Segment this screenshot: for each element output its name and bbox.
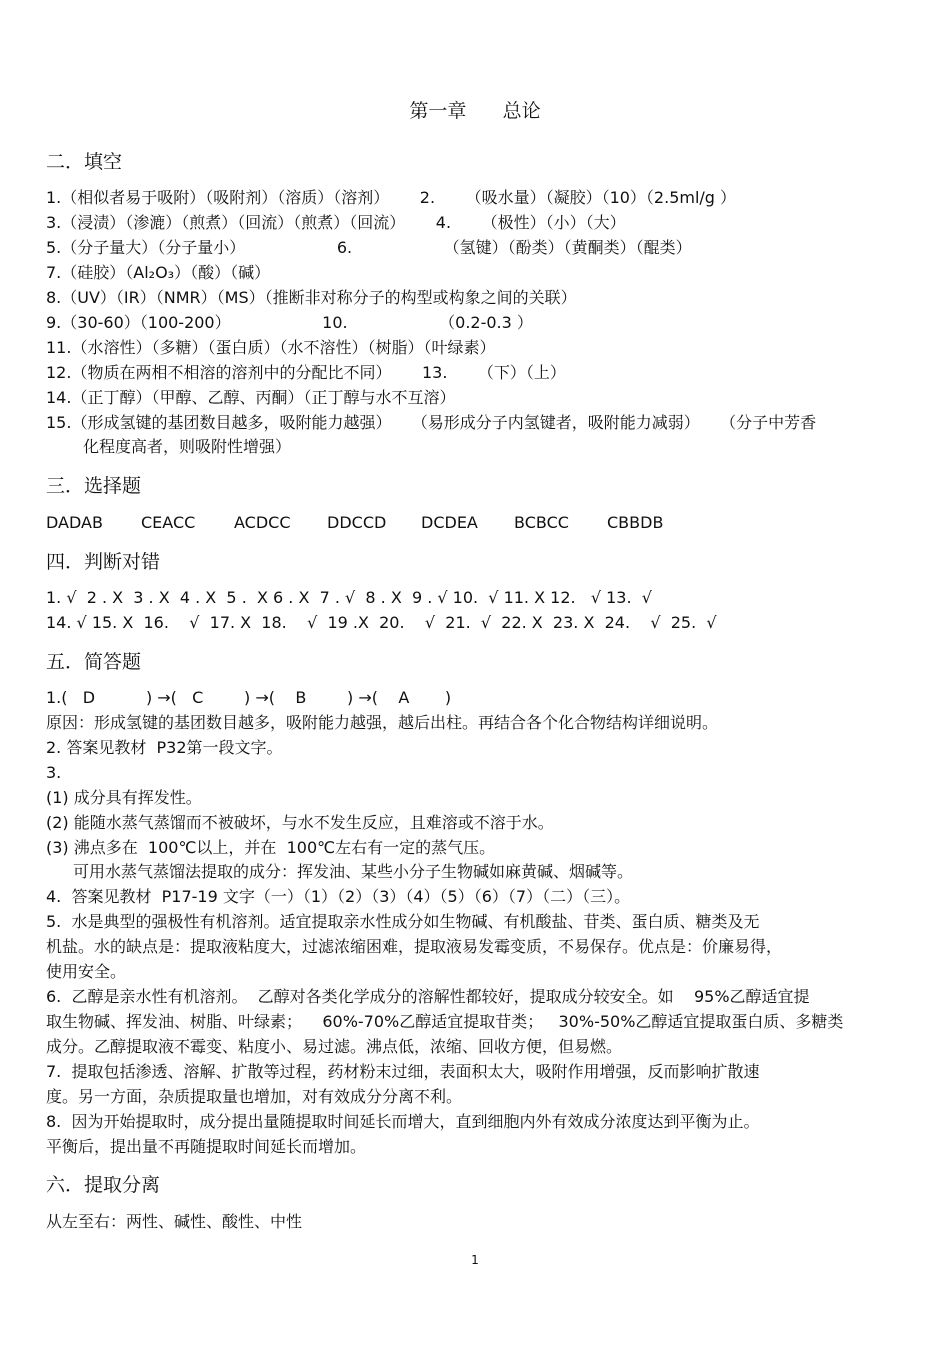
short-answer-line: 机盐。水的缺点是：提取液粘度大，过滤浓缩困难，提取液易发霉变质，不易保存。优点是：价廉易得， [46,937,783,956]
short-answer-line: (3) 沸点多在 100℃以上，并在 100℃左右有一定的蒸气压。 [46,838,496,857]
choice-answer-group: CEACC [141,513,196,532]
section-heading-extraction: 六．提取分离 [46,1174,161,1196]
extraction-line: 从左至右：两性、碱性、酸性、中性 [46,1212,303,1231]
choice-answer-group: DADAB [46,513,103,532]
section-heading-true-false: 四．判断对错 [46,551,161,573]
fill-in-line: 11.（水溶性）（多糖）（蛋白质）（水不溶性）（树脂）（叶绿素） [46,338,496,357]
chapter-title: 第一章 总论 [409,100,541,122]
short-answer-line: 5. 水是典型的强极性有机溶剂。适宜提取亲水性成分如生物碱、有机酸盐、苷类、蛋白质、糖类及无 [46,912,760,931]
short-answer-line: 平衡后，提出量不再随提取时间延长而增加。 [46,1137,367,1156]
short-answer-line: (1) 成分具有挥发性。 [46,788,202,807]
section-heading-fill-in: 二．填空 [46,151,123,173]
short-answer-line: 8. 因为开始提取时，成分提出量随提取时间延长而增大，直到细胞内外有效成分浓度达到平衡为止。 [46,1112,760,1131]
short-answer-line: 可用水蒸气蒸馏法提取的成分：挥发油、某些小分子生物碱如麻黄碱、烟碱等。 [73,862,634,881]
fill-in-line: 12.（物质在两相不相溶的溶剂中的分配比不同） 13. （下）（上） [46,363,566,382]
short-answer-line: 7. 提取包括渗透、溶解、扩散等过程，药材粉末过细，表面积太大，吸附作用增强，反而影响扩散速 [46,1062,760,1081]
true-false-line: 14. √ 15. X 16. √ 17. X 18. √ 19 .X 20. √ 21. √ 22. X 23. X 24. √ 25. √ [46,613,717,632]
choice-answer-group: CBBDB [607,513,664,532]
short-answer-line: 成分。乙醇提取液不霉变、粘度小、易过滤。沸点低，浓缩、回收方便，但易燃。 [46,1037,623,1056]
choice-answer-group: ACDCC [234,513,291,532]
short-answer-line: 1.( D ) →( C ) →( B ) →( A ) [46,688,452,707]
fill-in-line: 化程度高者，则吸附性增强） [83,437,292,456]
short-answer-line: 原因：形成氢键的基团数目越多，吸附能力越强，越后出柱。再结合各个化合物结构详细说明。 [46,713,719,732]
fill-in-line: 8.（UV）（IR）（NMR）（MS）（推断非对称分子的构型或构象之间的关联） [46,288,577,307]
true-false-line: 1. √ 2 . X 3 . X 4 . X 5 . X 6 . X 7 . √ 8 . X 9 . √ 10. √ 11. X 12. √ 13. √ [46,588,652,607]
short-answer-line: 4. 答案见教材 P17-19 文字（一）（1）（2）（3）（4）（5）（6）（7）（二）（三）。 [46,887,631,906]
choice-answer-group: DCDEA [421,513,478,532]
short-answer-line: 6. 乙醇是亲水性有机溶剂。 乙醇对各类化学成分的溶解性都较好，提取成分较安全。如 95%乙醇适宜提 [46,987,810,1006]
section-heading-short-answer: 五．简答题 [46,651,142,673]
short-answer-line: 3. [46,763,62,782]
fill-in-line: 14.（正丁醇）（甲醇、乙醇、丙酮）（正丁醇与水不互溶） [46,388,456,407]
fill-in-line: 9.（30-60）（100-200） 10. （0.2-0.3 ） [46,313,533,332]
fill-in-line: 15.（形成氢键的基团数目越多，吸附能力越强） （易形成分子内氢键者，吸附能力减弱） （分子中芳香 [46,413,817,432]
fill-in-line: 3.（浸渍）（渗漉）（煎煮）（回流）（煎煮）（回流） 4. （极性）（小）（大） [46,213,626,232]
fill-in-line: 5.（分子量大）（分子量小） 6. （氢键）（酚类）（黄酮类）（醌类） [46,238,692,257]
choice-answer-group: DDCCD [327,513,387,532]
section-heading-choice: 三．选择题 [46,475,142,497]
short-answer-line: 取生物碱、挥发油、树脂、叶绿素； 60%-70%乙醇适宜提取苷类； 30%-50%乙醇适宜提取蛋白质、多糖类 [46,1012,844,1031]
short-answer-line: 度。另一方面，杂质提取量也增加，对有效成分分离不利。 [46,1087,463,1106]
page-number: 1 [471,1253,479,1267]
fill-in-line: 1.（相似者易于吸附）（吸附剂）（溶质）（溶剂） 2. （吸水量）（凝胶）（10）（2.5ml/g ） [46,188,737,207]
short-answer-line: (2) 能随水蒸气蒸馏而不被破坏，与水不发生反应，且难溶或不溶于水。 [46,813,554,832]
fill-in-line: 7.（硅胶）（Al₂O₃）（酸）（碱） [46,263,271,282]
choice-answer-group: BCBCC [514,513,569,532]
short-answer-line: 2. 答案见教材 P32第一段文字。 [46,738,283,757]
short-answer-line: 使用安全。 [46,962,127,981]
